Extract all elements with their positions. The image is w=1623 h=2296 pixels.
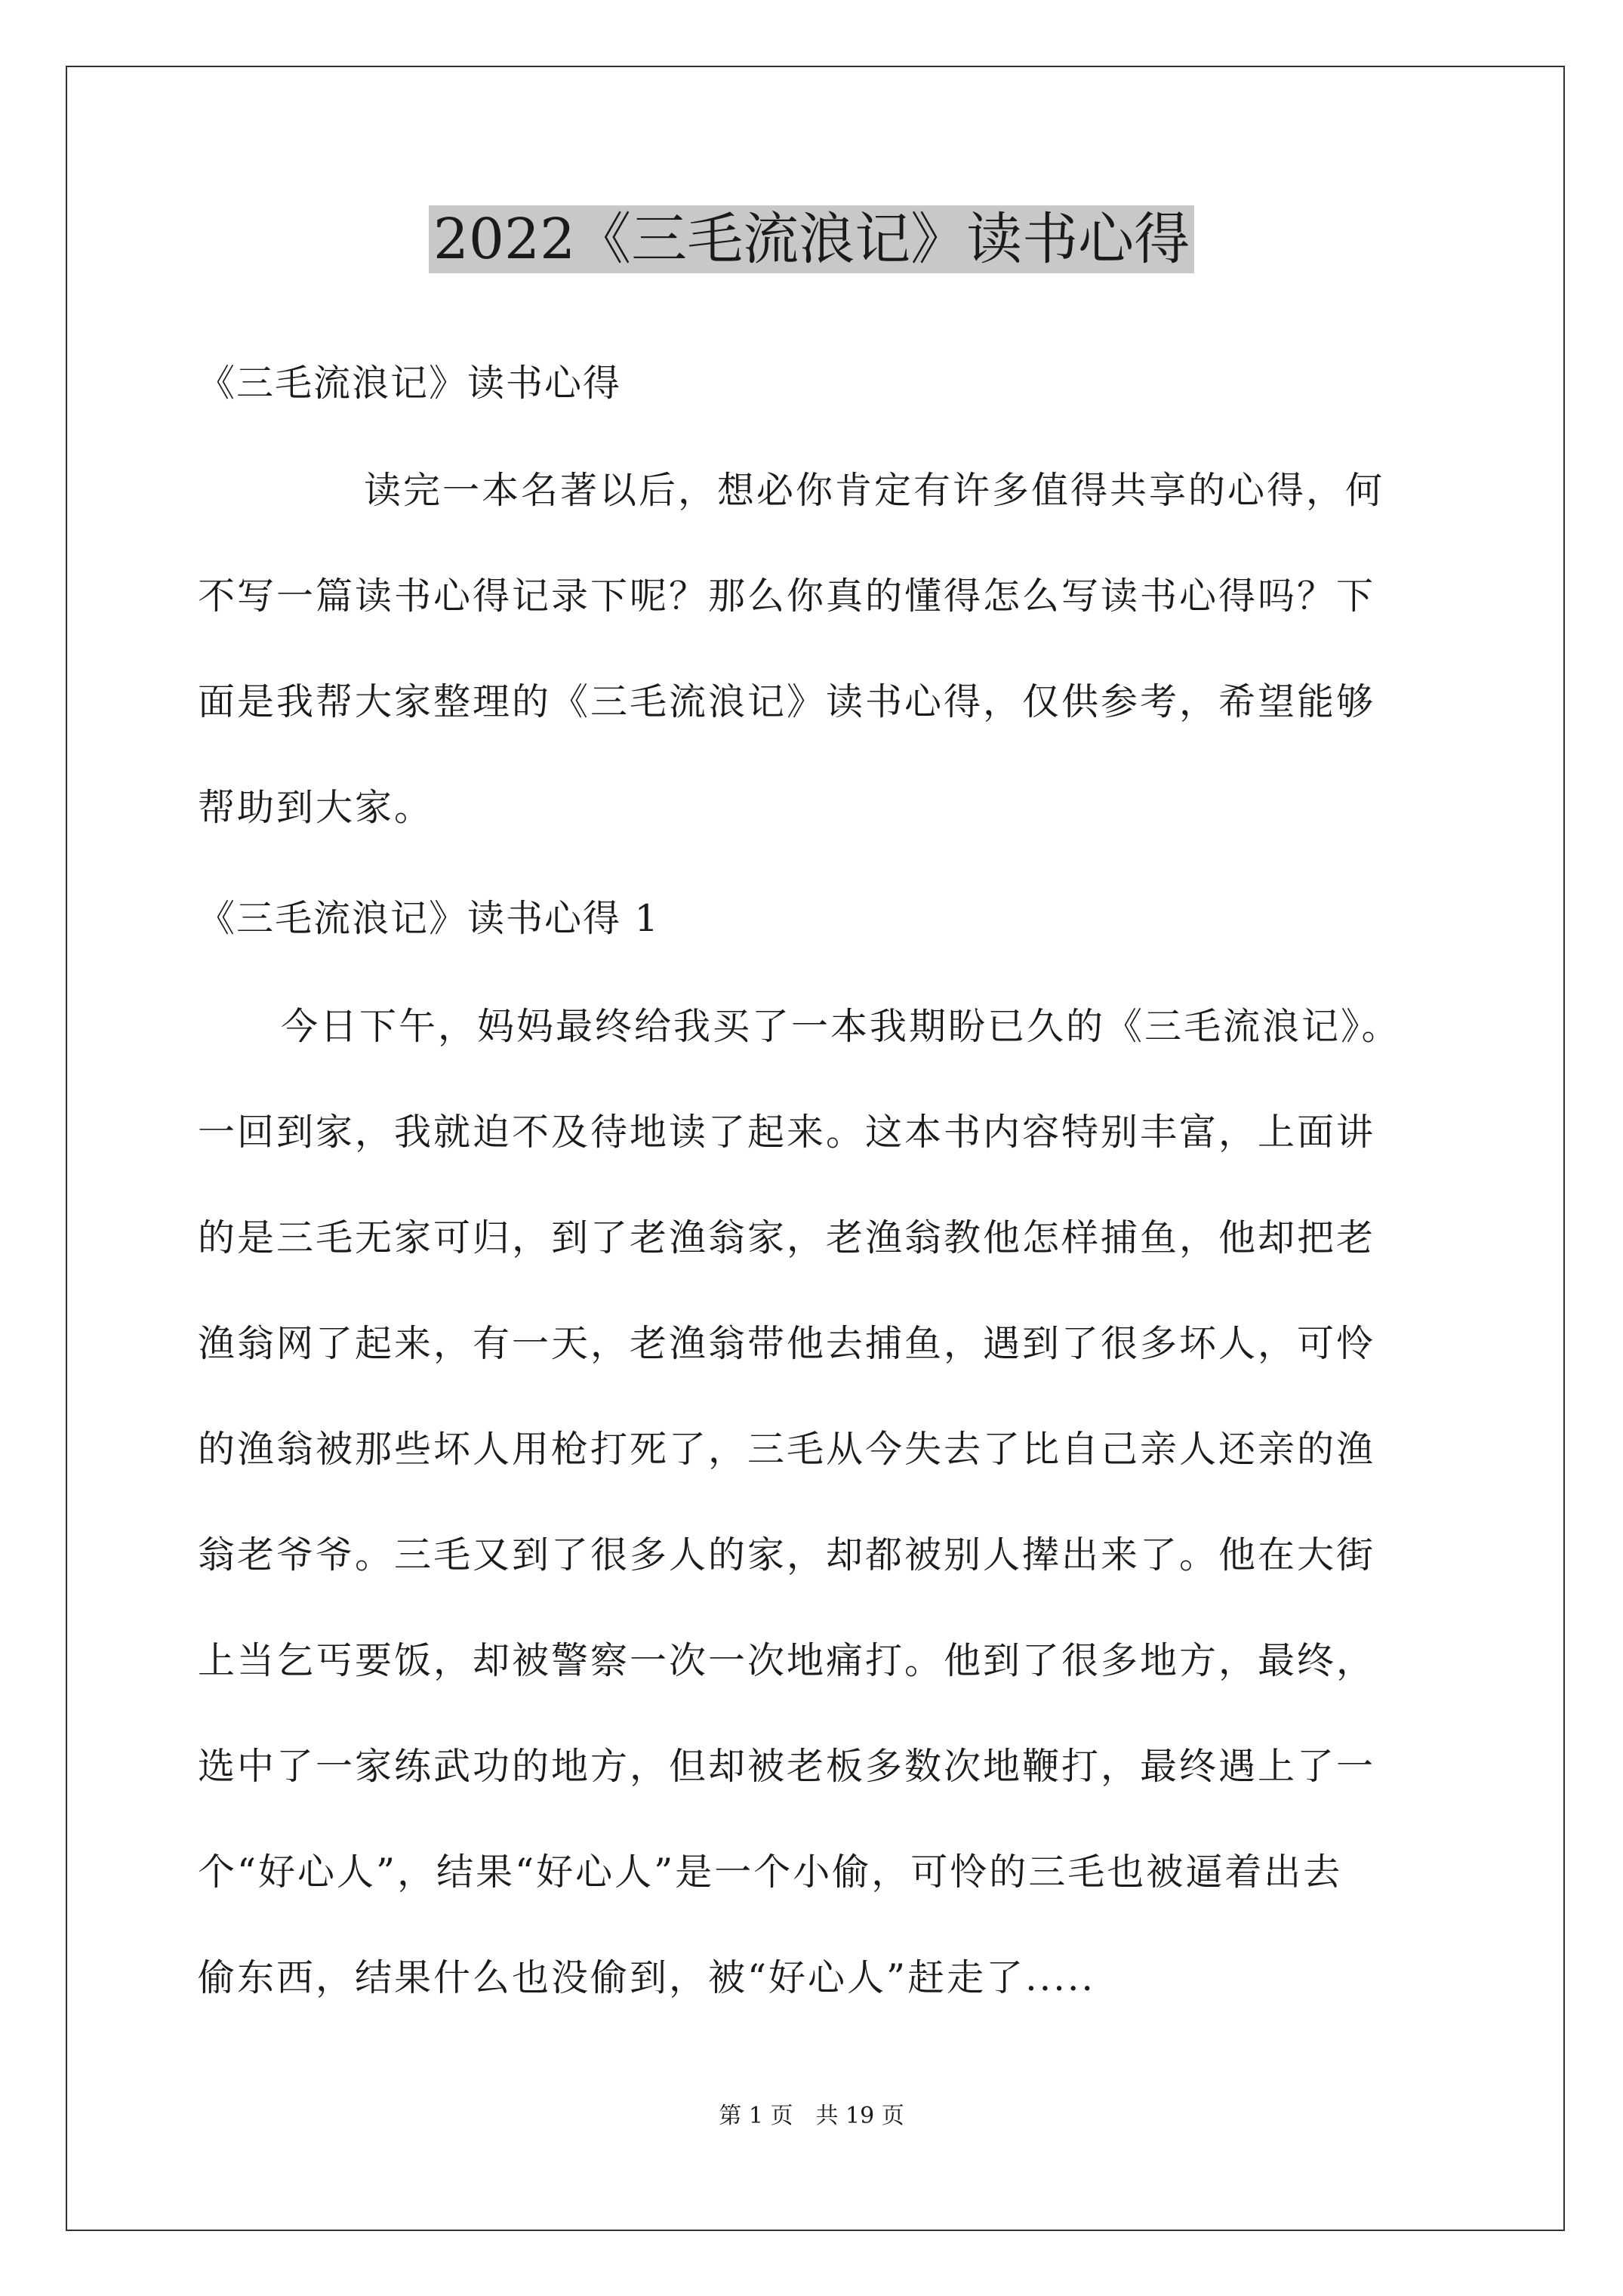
body-line: 偷东西，结果什么也没偷到，被“好心人”赶走了.....	[198, 1956, 1095, 1999]
body-line: 的渔翁被那些坏人用枪打死了，三毛从今失去了比自己亲人还亲的渔	[198, 1428, 1376, 1471]
subheading-section-1: 《三毛流浪记》读书心得 1	[198, 897, 660, 940]
body-line: 渔翁网了起来，有一天，老渔翁带他去捕鱼，遇到了很多坏人，可怜	[198, 1322, 1376, 1365]
body-line: 个“好心人”，结果“好心人”是一个小偷，可怜的三毛也被逼着出去	[198, 1851, 1343, 1894]
intro-line: 读完一本名著以后，想必你肯定有许多值得共享的心得，何	[364, 469, 1385, 512]
intro-line: 不写一篇读书心得记录下呢？那么你真的懂得怎么写读书心得吗？下	[198, 575, 1376, 618]
body-line: 的是三毛无家可归，到了老渔翁家，老渔翁教他怎样捕鱼，他却把老	[198, 1216, 1376, 1259]
document-title	[0, 200, 1623, 279]
body-line: 翁老爷爷。三毛又到了很多人的家，却都被别人撵出来了。他在大街	[198, 1533, 1376, 1576]
body-line: 上当乞丐要饭，却被警察一次一次地痛打。他到了很多地方，最终，	[198, 1639, 1376, 1682]
intro-line: 面是我帮大家整理的《三毛流浪记》读书心得，仅供参考，希望能够	[198, 680, 1376, 723]
body-line: 今日下午，妈妈最终给我买了一本我期盼已久的《三毛流浪记》。	[281, 1005, 1401, 1048]
page-footer: 第 1 页 共 19 页	[719, 2103, 904, 2129]
title-highlight: 2022《三毛流浪记》读书心得	[429, 205, 1194, 273]
subheading-intro: 《三毛流浪记》读书心得	[198, 362, 622, 405]
intro-line: 帮助到大家。	[198, 786, 434, 829]
body-line: 选中了一家练武功的地方，但却被老板多数次地鞭打，最终遇上了一	[198, 1745, 1376, 1788]
body-line: 一回到家，我就迫不及待地读了起来。这本书内容特别丰富，上面讲	[198, 1111, 1376, 1154]
